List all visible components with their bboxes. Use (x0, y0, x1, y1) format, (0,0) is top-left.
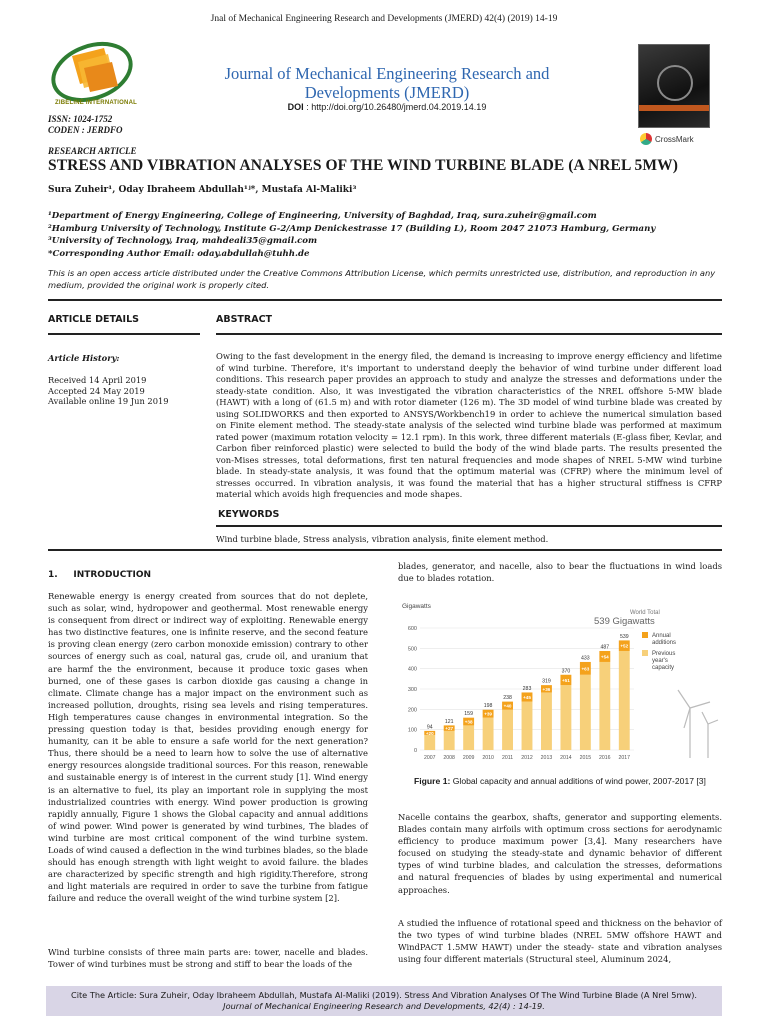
y-tick-label: 0 (413, 748, 417, 754)
x-tick-label: 2017 (618, 755, 631, 761)
received-date: Received 14 April 2019 (48, 375, 147, 385)
abstract-text: Owing to the fast development in the energy filed, the demand is increasing to improve energy efficiency and lifetime of wind turbine. Therefore, it's important to understand deeply the behavior of wind turbine under different load conditions. This research paper provides an approach to study and analyze the stresses and deformations under the steady-state condition. Also, it was investigated the vibration characteristics of the NREL offshore 5-MW blade (HAWT) with a long of (61.5 m) and with rotor diameter (126 m). The 3D model of wind turbine blade was created by using SOLIDWORKS and then exported to ANSYS/Workbench19 in order to achieve the numerical simulation based on Finite element method. The steady-state analysis of the selected wind turbine blade was performed at maximum rated power (maximum rotation velocity = 12.1 rpm). In this work, three different materials (E-glass fiber, Kevlar, and Carbon fiber reinforced plastic) were selected to build the body of the wind blade parts. The results presented the von-Mises stresses, total deformations, first ten natural frequencies and mode shapes of NREL 5-MW wind turbine blade. In steady-state analysis, it was found that the optimum material was (CFRP) where the minimum level of stresses occurred. In vibration analysis, it was found the material that has a higher structural stiffness is CFRP material which avoids high frequencies and mode shapes. (216, 351, 722, 499)
y-tick-label: 500 (407, 646, 417, 653)
total-label: 159 (464, 711, 473, 718)
legend-swatch-previous (642, 650, 648, 656)
x-tick-label: 2008 (443, 755, 455, 761)
addition-label: +40 (503, 703, 512, 709)
issn: ISSN: 1024-1752 (48, 114, 113, 124)
issn-block (48, 114, 123, 136)
total-label: 370 (561, 668, 571, 675)
affiliation: ¹Department of Energy Engineering, College of Engineering, University of Baghdad, Iraq, sura.zuheir@gmail.com (48, 211, 597, 221)
x-tick-label: 2016 (599, 755, 611, 761)
total-label: 433 (581, 655, 590, 662)
bar-previous-capacity (541, 692, 552, 750)
divider (48, 333, 200, 335)
running-head: Jnal of Mechanical Engineering Research and Developments (JMERD) 42(4) (2019) 14-19 (210, 14, 558, 24)
legend-additions (652, 633, 676, 646)
addition-label: +36 (542, 686, 551, 692)
total-label: 283 (522, 685, 532, 692)
bar-previous-capacity (463, 725, 474, 750)
legend-swatch-additions (642, 632, 648, 638)
legend-additions-line1: Annual (652, 633, 671, 639)
addition-label: +63 (581, 666, 590, 672)
x-tick-label: 2007 (423, 755, 436, 761)
total-label: 487 (600, 644, 610, 651)
intro-paragraph-1: Renewable energy is energy created from sources that do not deplete, such as solar, wind, hydropower and geothermal. Most renewable energy is consequent from direct or indirect way of exploiting. Renewable energy has two distinctive features, one is infinite reserve, and the second feature is proving clean energy (zero carbon monoxide emission) contrary to other sources of energy such as coal, natural gas, crude oil, and uranium that are harmf the the environment, because it produce toxic gases when burned, one of these gases is carbon dioxide gas causing a change in climate. Climate change has a major impact on the environment such as increased pollution, droughts, rising sea levels and rising temperatures. High temperatures cause changes in environmental integration. So the pressing question today is that, besides providing enough energy for humanity, can it be able to ensure a safe world for the next generation? Thus, there should be a need to learn how to solve the use of alternative energy resources alongside traditional sources. For this reason, renewable and sustainable energy is of interest in the current study [1]. Wind energy is an alternative to fuel, its play an important role in supplying the most industrialized countries with energy. Wind power production is growing rapidly annually, Figure 1 shows the Global capacity and annual additions of wind power. Wind power is generated by wind turbines, The blades of wind turbine are most critical component of the wind turbine system. Loads of wind caused a deflection in the wind turbines blades, so the blade should has enough strength with light weight to avoid failure. the blades are characterized by specific strength and high rigidity.Therefore, strong and light materials are required in order to save the turbine from fatigue failure and reduce the overall weight of the wind turbine system [2]. (48, 591, 368, 904)
article-details-heading: ARTICLE DETAILS (48, 314, 139, 325)
figure-1-caption-label: Figure 1: (414, 776, 451, 786)
crossmark-icon (640, 133, 652, 145)
authors: Sura Zuheir¹, Oday Ibraheem Abdullah¹ʲ*, Mustafa Al-Maliki³ (48, 185, 357, 195)
y-tick-label: 100 (407, 727, 417, 734)
doi (182, 102, 592, 112)
bar-previous-capacity (483, 718, 494, 750)
legend-previous-line1: Previous (652, 651, 676, 657)
y-tick-label: 400 (407, 666, 417, 673)
article-title: STRESS AND VIBRATION ANALYSES OF THE WIND TURBINE BLADE (A NREL 5MW) (48, 157, 678, 174)
total-label: 121 (444, 718, 454, 725)
x-tick-label: 2013 (540, 755, 553, 761)
cover-graphic (657, 65, 693, 101)
total-label: 238 (503, 695, 512, 702)
figure-1-chart (398, 598, 722, 768)
x-tick-label: 2012 (521, 755, 533, 761)
intro-paragraph-2: Wind turbine consists of three main parts are: tower, nacelle and blades. Tower of wind turbines must be strong and stiff to bear the loads of the (48, 947, 368, 970)
doi-label: DOI (287, 102, 304, 112)
world-total-value: 539 Gigawatts (594, 616, 655, 627)
y-axis-label: Gigawatts (402, 603, 431, 610)
introduction-heading: 1. INTRODUCTION (48, 570, 152, 580)
x-tick-label: 2010 (482, 755, 494, 761)
addition-label: +39 (484, 711, 492, 717)
license-note: This is an open access article distributed under the Creative Commons Attribution License, which permits unrestricted use, distribution, and reproduction in any medium, provided the original work is properly cited. (48, 268, 716, 290)
x-tick-label: 2011 (501, 755, 514, 761)
citation-journal-ref: Journal of Mechanical Engineering Research and Developments, 42(4) : 14-19. (223, 1001, 545, 1011)
citation-text: Cite The Article: Sura Zuheir, Oday Ibraheem Abdullah, Mustafa Al-Maliki (2019). Stress And Vibration Analyses Of The Wind Turbine Blade (A Nrel 5mw). (70, 990, 697, 1000)
total-label: 319 (542, 678, 551, 685)
affiliation: ²Hamburg University of Technology, Institute G-2/Amp Denickestrasse 17 (Building L), Room 2047 21073 Hamburg, Germany (48, 223, 656, 234)
article-type: RESEARCH ARTICLE (48, 146, 137, 156)
bar-previous-capacity (619, 651, 630, 750)
bar-previous-capacity (580, 675, 591, 750)
right-column-top-text: blades, generator, and nacelle, also to bear the fluctuations in wind loads due to blades rotation. (398, 561, 722, 584)
addition-label: +54 (600, 654, 609, 660)
y-tick-label: 300 (407, 687, 417, 693)
bar-previous-capacity (424, 735, 435, 750)
bar-previous-capacity (502, 710, 513, 750)
accepted-date: Accepted 24 May 2019 (48, 385, 145, 396)
divider (216, 525, 722, 527)
crossmark-badge[interactable] (640, 132, 720, 146)
total-label: 198 (483, 703, 493, 710)
affiliation: ³University of Technology, Iraq, mahdeali35@gmail.com (48, 236, 318, 246)
legend-previous-line2: year's (652, 658, 668, 664)
right-paragraph-1: Nacelle contains the gearbox, shafts, generator and supporting elements. Blades contain many airfoils with optimum cross sections for aerodynamic efficiency to produce maximum power [3,4]. Many researchers have focused on studying the steady-state and dynamic behavior of different types of wind turbine blades, and calculation the stresses, deformations and natural frequencies of blades by using experimental and numerical approaches. (398, 812, 722, 895)
corresponding-author: *Corresponding Author Email: oday.abdullah@tuhh.de (48, 248, 310, 259)
wind-turbine-illustration (678, 690, 718, 758)
addition-label: +27 (445, 726, 454, 732)
addition-label: +45 (523, 695, 531, 701)
article-history (48, 375, 169, 407)
bar-previous-capacity (522, 702, 533, 750)
publisher-logo-text: ZIBELINE INTERNATIONAL (55, 100, 137, 106)
addition-label: +20 (425, 730, 434, 736)
citation-footer (46, 986, 722, 1016)
abstract-heading: ABSTRACT (216, 314, 273, 325)
legend-previous-line3: capacity (652, 665, 675, 671)
crossmark-label: CrossMark (655, 134, 694, 144)
bar-previous-capacity (599, 662, 610, 750)
affiliations (48, 210, 738, 260)
addition-label: +52 (620, 643, 629, 649)
keywords: Wind turbine blade, Stress analysis, vibration analysis, finite element method. (216, 534, 549, 544)
divider (216, 333, 722, 335)
legend-additions-line2: additions (652, 640, 677, 646)
online-date: Available online 19 Jun 2019 (48, 396, 169, 406)
doi-link[interactable]: : http://doi.org/10.26480/jmerd.04.2019.14.19 (306, 102, 487, 112)
total-label: 539 (619, 633, 629, 640)
y-tick-label: 200 (407, 707, 417, 714)
keywords-heading: KEYWORDS (218, 509, 280, 520)
coden: CODEN : JERDFO (48, 125, 123, 135)
world-total-label: World Total (630, 610, 660, 616)
total-label: 94 (426, 724, 433, 731)
article-history-label: Article History: (48, 353, 120, 363)
bar-previous-capacity (560, 685, 571, 750)
journal-cover-image (638, 44, 710, 128)
right-paragraph-2: A studied the influence of rotational speed and thickness on the behavior of the two types of wind turbine blades (NREL 5MW offshore HAWT and WindPACT 1.5MW HAWT) under the steady- state and vibration analyses using four different materials (Structural steel, Aluminum 2024, (398, 918, 722, 965)
journal-title: Journal of Mechanical Engineering Research and Developments (JMERD) (224, 64, 550, 102)
figure-1-caption-text: Global capacity and annual additions of wind power, 2007-2017 [3] (450, 776, 706, 786)
legend-previous (652, 651, 677, 671)
figure-1-caption (398, 775, 722, 787)
x-tick-label: 2009 (462, 755, 475, 761)
cover-band (639, 105, 710, 111)
divider (48, 549, 722, 551)
x-tick-label: 2015 (579, 755, 592, 761)
x-tick-label: 2014 (560, 755, 572, 761)
addition-label: +51 (562, 677, 570, 683)
addition-label: +38 (464, 719, 473, 725)
bar-previous-capacity (444, 731, 455, 750)
y-tick-label: 600 (407, 626, 417, 632)
divider (48, 299, 722, 301)
